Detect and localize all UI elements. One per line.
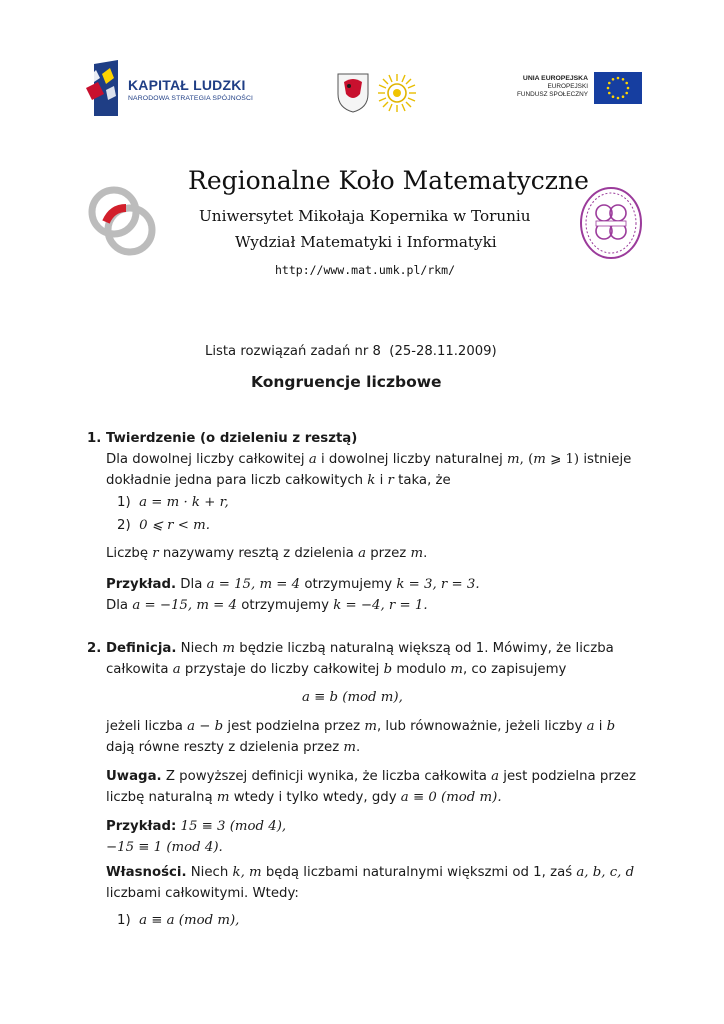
properties-line-1: Własności. Niech k, m będą liczbami naturalnymi większmi od 1, zaś a, b, c, d bbox=[106, 865, 635, 880]
list-heading bbox=[205, 344, 497, 359]
definition-line-4: dają równe reszty z dzielenia przez m. bbox=[106, 740, 361, 755]
university-name: Uniwersytet Mikołaja Kopernika w Toruniu bbox=[199, 207, 531, 225]
theorem-line-1: Dla dowolnej liczby całkowitej a i dowolnej liczby naturalnej m, (m ⩾ 1) istnieje bbox=[106, 452, 632, 467]
definition-line-2: całkowita a przystaje do liczby całkowitej b modulo m, co zapisujemy bbox=[106, 662, 567, 677]
page-title: Regionalne Koło Matematyczne bbox=[188, 166, 589, 195]
problem-2-number: 2. bbox=[87, 641, 102, 656]
property-1-number: 1) bbox=[117, 913, 131, 928]
example-2 bbox=[106, 816, 286, 858]
topic-title: Kongruencje liczbowe bbox=[251, 373, 442, 391]
remainder-definition: Liczbę r nazywamy resztą z dzielenia a przez m. bbox=[106, 546, 428, 561]
condition-1 bbox=[117, 492, 229, 513]
congruence-display: a ≡ b (mod m), bbox=[302, 690, 403, 705]
kapital-ludzki-subtitle: NARODOWA STRATEGIA SPÓJNOŚCI bbox=[128, 95, 254, 102]
condition-1-formula: a = m · k + r, bbox=[139, 495, 229, 510]
problem-2-definition bbox=[106, 638, 614, 680]
list-dates: (25-28.11.2009) bbox=[389, 344, 497, 359]
definition-continuation bbox=[106, 716, 615, 758]
theorem-heading: Twierdzenie (o dzieleniu z resztą) bbox=[106, 431, 358, 446]
condition-2 bbox=[117, 515, 210, 536]
eu-flag-icon bbox=[594, 72, 642, 104]
kapital-ludzki-logo bbox=[84, 60, 254, 116]
definition-line-3: jeżeli liczba a − b jest podzielna przez m, lub równoważnie, jeżeli liczby a i b bbox=[106, 719, 616, 734]
properties-line-2: liczbami całkowitymi. Wtedy: bbox=[106, 886, 299, 901]
condition-2-formula: 0 ⩽ r < m. bbox=[139, 518, 210, 533]
definition-line-1: Definicja. Niech m będzie liczbą naturalną większą od 1. Mówimy, że liczba bbox=[106, 641, 614, 656]
sun-emblem-icon bbox=[376, 72, 418, 114]
problem-1 bbox=[106, 428, 632, 491]
theorem-line-2: dokładnie jedna para liczb całkowitych k i r taka, że bbox=[106, 473, 451, 488]
kapital-ludzki-title: KAPITAŁ LUDZKI bbox=[128, 77, 246, 93]
kapital-ludzki-emblem-icon bbox=[84, 60, 124, 116]
problem-1-number: 1. bbox=[87, 431, 102, 446]
website-link[interactable]: http://www.mat.umk.pl/rkm/ bbox=[275, 263, 456, 277]
ue-line2: EUROPEJSKI bbox=[547, 83, 588, 90]
note-line-2: liczbę naturalną m wtedy i tylko wtedy, gdy a ≡ 0 (mod m). bbox=[106, 790, 502, 805]
property-1-formula: a ≡ a (mod m), bbox=[139, 913, 240, 928]
condition-2-number: 2) bbox=[117, 518, 131, 533]
list-title: Lista rozwiązań zadań nr 8 bbox=[205, 344, 381, 359]
ue-line3: FUNDUSZ SPOŁECZNY bbox=[516, 91, 588, 98]
mathematics-seal-icon bbox=[578, 185, 644, 261]
example-2-line-1: Przykład: 15 ≡ 3 (mod 4), bbox=[106, 819, 287, 834]
example-1-line-1: Przykład. Dla a = 15, m = 4 otrzymujemy k = 3, r = 3. bbox=[106, 577, 480, 592]
property-1 bbox=[117, 910, 239, 931]
condition-1-number: 1) bbox=[117, 495, 131, 510]
ue-line1: UNIA EUROPEJSKA bbox=[522, 75, 588, 82]
ue-label bbox=[500, 75, 588, 99]
note bbox=[106, 766, 636, 808]
properties bbox=[106, 862, 634, 904]
example-1-line-2: Dla a = −15, m = 4 otrzymujemy k = −4, r = 1. bbox=[106, 598, 428, 613]
example-1 bbox=[106, 574, 480, 616]
example-2-line-2: −15 ≡ 1 (mod 4). bbox=[106, 840, 223, 855]
circles-logo-icon bbox=[82, 182, 162, 262]
region-coat-of-arms-icon bbox=[336, 72, 370, 114]
faculty-name: Wydział Matematyki i Informatyki bbox=[235, 233, 497, 251]
note-line-1: Uwaga. Z powyższej definicji wynika, że liczba całkowita a jest podzielna przez bbox=[106, 769, 636, 784]
